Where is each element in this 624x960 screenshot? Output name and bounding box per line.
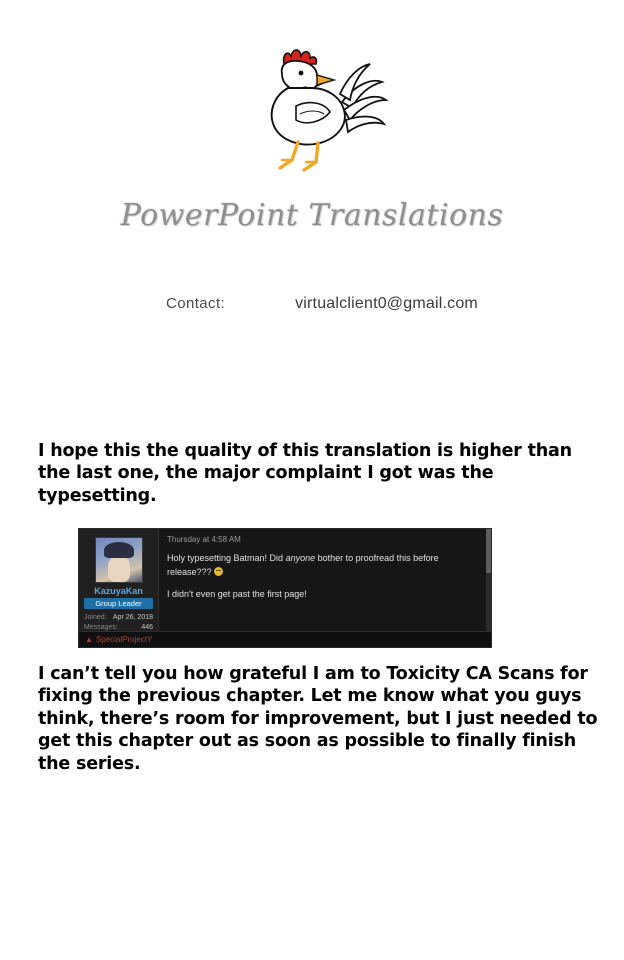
contact-label: Contact:	[166, 295, 226, 312]
forum-joined-value: Apr 26, 2018	[112, 614, 153, 621]
note-paragraph-2: I can’t tell you how grateful I am to Toxicity CA Scans for fixing the previous chapter. Let me know what you guys think, there’s room for improvement, but I just needed to get this chapter out as soon as possible to finally finish the series.	[38, 664, 598, 774]
forum-username: KazuyaKan	[94, 586, 143, 596]
forum-timestamp: Thursday at 4:58 AM	[167, 535, 241, 544]
forum-joined-row	[82, 613, 155, 623]
forum-footer	[79, 631, 491, 647]
contact-email: virtualclient0@gmail.com	[295, 295, 478, 312]
forum-messages-label: Messages:	[84, 624, 118, 632]
brand-title: PowerPoint Translations	[120, 198, 504, 233]
forum-post-body	[159, 529, 491, 647]
forum-message-line-2: I didn't even get past the first page!	[167, 589, 307, 599]
forum-messages-value: 446	[141, 624, 153, 632]
forum-message-1-emphasis: anyone	[285, 553, 316, 563]
avatar	[95, 537, 143, 583]
forum-thread-link[interactable]: SpecialProjectY	[95, 635, 153, 644]
note-paragraph-1: I hope this the quality of this translation is higher than the last one, the major complaint I got was the typesetting.	[38, 441, 572, 506]
forum-message-1-before: Holy typesetting Batman! Did	[167, 553, 286, 563]
forum-message-1-after: bother to proofread this before release???	[167, 553, 439, 577]
contact-row	[0, 295, 624, 313]
scrollbar-thumb[interactable]	[486, 529, 491, 573]
rooster-icon	[222, 30, 402, 180]
forum-post-screenshot	[78, 528, 492, 648]
forum-post-author-panel	[79, 529, 159, 647]
chevron-up-icon: ▲	[85, 634, 93, 644]
confused-face-icon	[214, 567, 223, 576]
logo-block	[0, 30, 624, 313]
forum-message-line-1	[167, 552, 483, 579]
scrollbar[interactable]	[486, 529, 491, 647]
forum-joined-label: Joined:	[84, 614, 107, 621]
status-badge: Group Leader	[84, 598, 153, 609]
